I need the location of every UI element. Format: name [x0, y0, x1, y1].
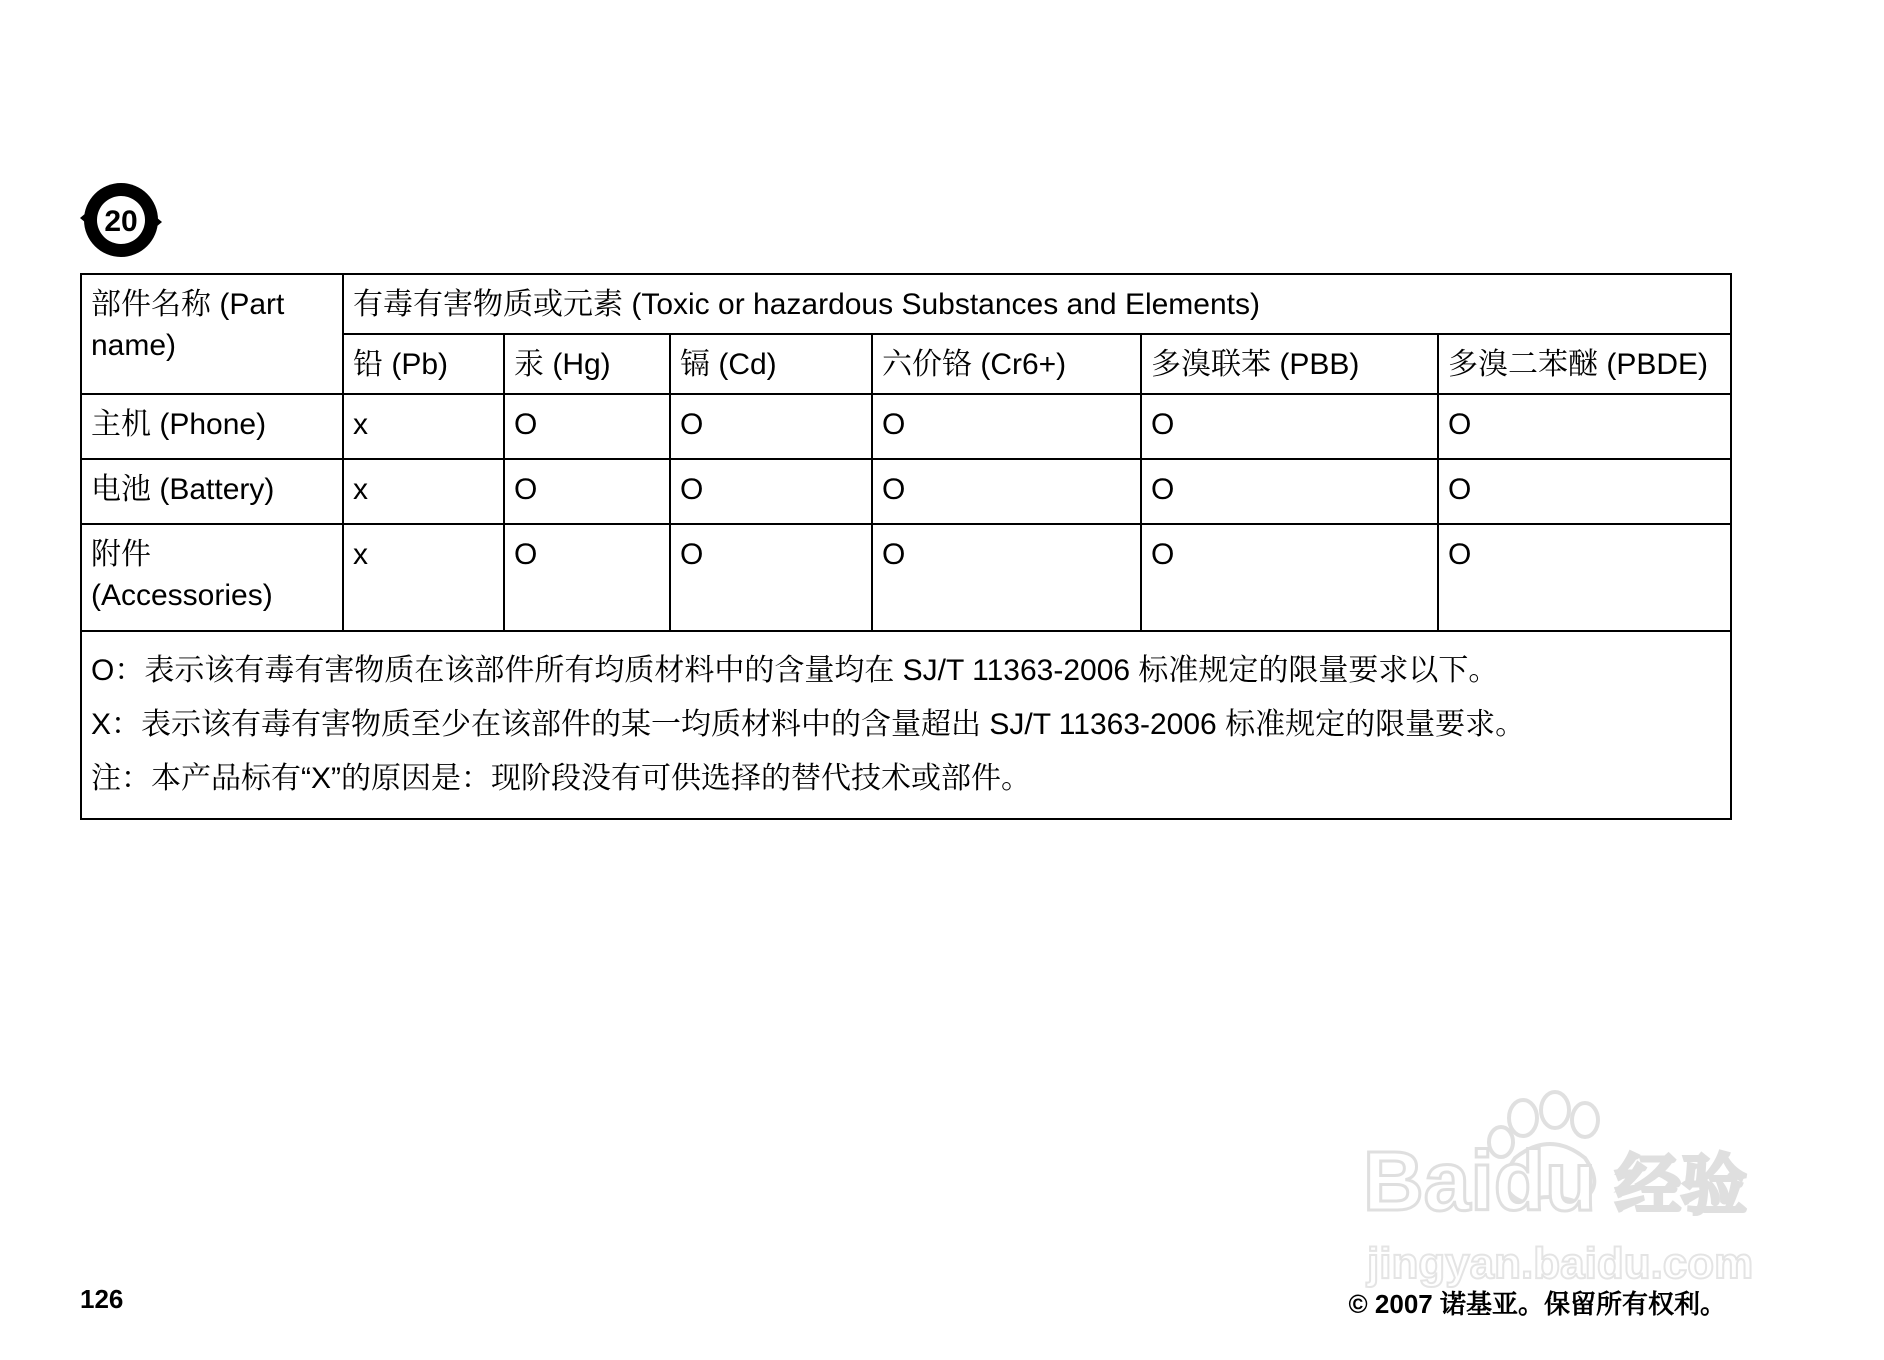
element-header-hg: 汞 (Hg)	[504, 334, 670, 394]
value-cell: O	[1141, 459, 1438, 524]
copyright-notice: © 2007 诺基亚。保留所有权利。	[1348, 1289, 1726, 1319]
value-cell: O	[872, 394, 1141, 459]
note-o-meaning: O：表示该有毒有害物质在该部件所有均质材料中的含量均在 SJ/T 11363-2006 标准规定的限量要求以下。	[91, 654, 1499, 687]
value-cell: O	[872, 524, 1141, 631]
element-header-pbde: 多溴二苯醚 (PBDE)	[1438, 334, 1731, 394]
table-row	[81, 524, 1731, 631]
value-cell: O	[872, 459, 1141, 524]
value-cell: x	[343, 459, 504, 524]
value-cell: O	[1438, 394, 1731, 459]
baidu-jingyan-watermark	[1345, 1080, 1815, 1300]
note-x-reason: 注：本产品标有“X”的原因是：现阶段没有可供选择的替代技术或部件。	[91, 762, 1031, 795]
element-header-pb: 铅 (Pb)	[343, 334, 504, 394]
value-cell: O	[1438, 524, 1731, 631]
watermark-url: jingyan.baidu.com	[1367, 1239, 1754, 1288]
notes-row	[81, 631, 1731, 819]
table-row	[81, 394, 1731, 459]
hazardous-substances-table	[80, 273, 1732, 820]
value-cell: O	[670, 394, 872, 459]
substances-header: 有毒有害物质或元素 (Toxic or hazardous Substances and Elements)	[343, 274, 1731, 334]
value-cell: O	[670, 459, 872, 524]
value-cell: O	[1438, 459, 1731, 524]
watermark-brand-suffix: 经验	[1615, 1147, 1747, 1224]
epup-20-years-logo	[76, 178, 166, 262]
value-cell: O	[1141, 524, 1438, 631]
part-name-header: 部件名称 (Part name)	[81, 274, 343, 394]
table-row	[81, 459, 1731, 524]
element-header-cr6: 六价铬 (Cr6+)	[872, 334, 1141, 394]
element-header-pbb: 多溴联苯 (PBB)	[1141, 334, 1438, 394]
value-cell: O	[504, 459, 670, 524]
part-name-cell: 主机 (Phone)	[81, 394, 343, 459]
value-cell: O	[1141, 394, 1438, 459]
page-number: 126	[80, 1284, 124, 1314]
value-cell: O	[504, 394, 670, 459]
epup-20-years-icon	[76, 178, 166, 262]
baidu-paw-watermark-icon	[1345, 1080, 1815, 1300]
watermark-brand: Baidu	[1363, 1134, 1597, 1228]
part-name-cell: 电池 (Battery)	[81, 459, 343, 524]
table-header-row	[81, 274, 1731, 334]
notes-cell	[81, 631, 1731, 819]
value-cell: x	[343, 524, 504, 631]
value-cell: O	[670, 524, 872, 631]
note-x-meaning: X：表示该有毒有害物质至少在该部件的某一均质材料中的含量超出 SJ/T 11363-2006 标准规定的限量要求。	[91, 708, 1526, 741]
part-name-cell: 附件 (Accessories)	[81, 524, 343, 631]
logo-number: 20	[104, 205, 138, 238]
element-header-cd: 镉 (Cd)	[670, 334, 872, 394]
value-cell: O	[504, 524, 670, 631]
value-cell: x	[343, 394, 504, 459]
